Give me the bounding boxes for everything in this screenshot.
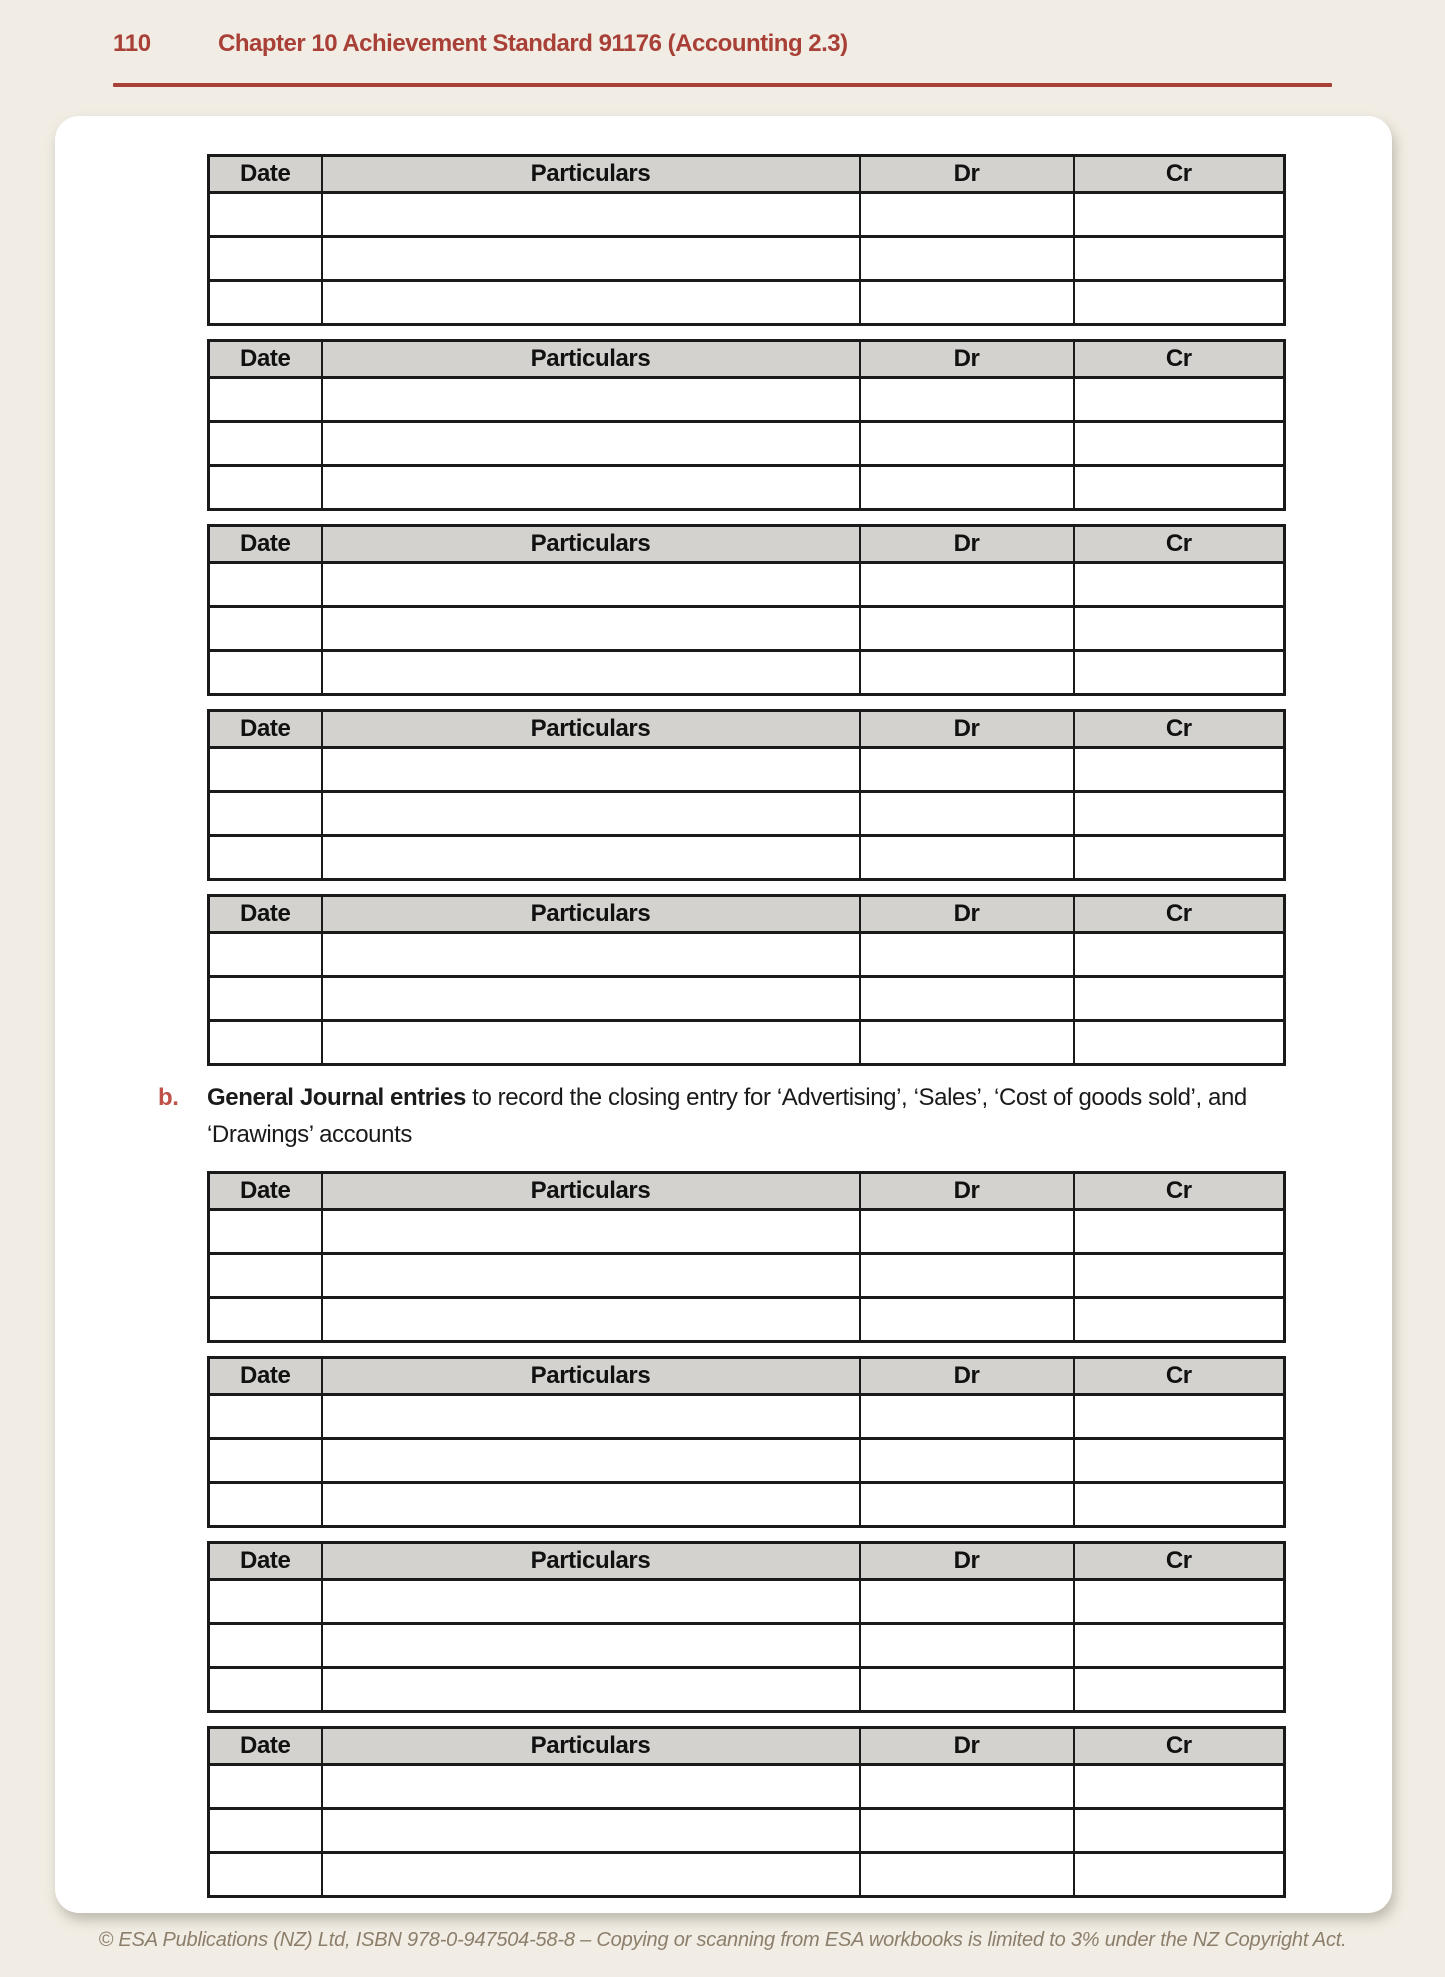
- journal-cell-empty: [860, 1439, 1074, 1483]
- journal-entry-row: [209, 748, 1285, 792]
- journal-entry-row: [209, 1765, 1285, 1809]
- journal-cell-empty: [209, 836, 322, 880]
- journal-cell-empty: [860, 836, 1074, 880]
- journal-entry-row: [209, 977, 1285, 1021]
- journal-entry-row: [209, 563, 1285, 607]
- journal-cell-empty: [1074, 378, 1285, 422]
- journal-cell-empty: [209, 933, 322, 977]
- column-header-dr: Dr: [860, 1543, 1074, 1580]
- journal-cell-empty: [1074, 607, 1285, 651]
- journal-entry-row: [209, 378, 1285, 422]
- journal-cell-empty: [322, 1765, 860, 1809]
- question-b-label: b.: [158, 1084, 179, 1111]
- journal-cell-empty: [322, 378, 860, 422]
- question-b: [158, 1079, 1392, 1153]
- column-header-date: Date: [209, 156, 322, 193]
- journal-entry-row: [209, 1809, 1285, 1853]
- column-header-dr: Dr: [860, 156, 1074, 193]
- journal-cell-empty: [209, 1021, 322, 1065]
- journal-cell-empty: [1074, 193, 1285, 237]
- journal-cell-empty: [860, 281, 1074, 325]
- chapter-title: Chapter 10 Achievement Standard 91176 (Accounting 2.3): [218, 30, 848, 57]
- journal-cell-empty: [1074, 748, 1285, 792]
- journal-cell-empty: [1074, 1254, 1285, 1298]
- column-header-particulars: Particulars: [322, 1543, 860, 1580]
- journal-entry-row: [209, 792, 1285, 836]
- journal-cell-empty: [209, 237, 322, 281]
- column-header-date: Date: [209, 1543, 322, 1580]
- journal-cell-empty: [322, 1624, 860, 1668]
- journal-cell-empty: [860, 651, 1074, 695]
- question-b-line1-rest: to record the closing entry for ‘Advertising’, ‘Sales’, ‘Cost of goods sold’, and: [465, 1084, 1247, 1111]
- journal-cell-empty: [860, 607, 1074, 651]
- journal-cell-empty: [860, 1580, 1074, 1624]
- journal-cell-empty: [322, 748, 860, 792]
- page-number: 110: [113, 30, 151, 57]
- journal-entry-row: [209, 607, 1285, 651]
- journal-cell-empty: [1074, 1809, 1285, 1853]
- journal-cell-empty: [209, 1483, 322, 1527]
- column-header-particulars: Particulars: [322, 341, 860, 378]
- journal-cell-empty: [860, 1853, 1074, 1897]
- column-header-particulars: Particulars: [322, 896, 860, 933]
- journal-cell-empty: [1074, 933, 1285, 977]
- journal-entry-row: [209, 1624, 1285, 1668]
- question-b-bold-lead: General Journal entries: [207, 1084, 466, 1111]
- general-journal-table: [207, 894, 1286, 1066]
- journal-entry-row: [209, 193, 1285, 237]
- column-header-cr: Cr: [1074, 711, 1285, 748]
- journal-cell-empty: [1074, 1765, 1285, 1809]
- column-header-cr: Cr: [1074, 1728, 1285, 1765]
- column-header-date: Date: [209, 1358, 322, 1395]
- journal-entry-row: [209, 281, 1285, 325]
- journal-cell-empty: [1074, 1624, 1285, 1668]
- column-header-date: Date: [209, 341, 322, 378]
- journal-cell-empty: [209, 1765, 322, 1809]
- journal-entry-row: [209, 1298, 1285, 1342]
- journal-cell-empty: [860, 1395, 1074, 1439]
- journal-cell-empty: [322, 1483, 860, 1527]
- journal-cell-empty: [322, 933, 860, 977]
- journal-cell-empty: [209, 1853, 322, 1897]
- journal-cell-empty: [1074, 1439, 1285, 1483]
- journal-entry-row: [209, 1254, 1285, 1298]
- journal-cell-empty: [322, 1298, 860, 1342]
- journal-cell-empty: [1074, 1298, 1285, 1342]
- general-journal-table: [207, 1356, 1286, 1528]
- journal-cell-empty: [209, 1624, 322, 1668]
- journal-entry-row: [209, 466, 1285, 510]
- column-header-cr: Cr: [1074, 526, 1285, 563]
- journal-cell-empty: [209, 651, 322, 695]
- journal-cell-empty: [209, 607, 322, 651]
- question-b-line1: [207, 1079, 1392, 1116]
- journal-cell-empty: [860, 748, 1074, 792]
- journal-cell-empty: [1074, 466, 1285, 510]
- journal-cell-empty: [1074, 1483, 1285, 1527]
- column-header-particulars: Particulars: [322, 1728, 860, 1765]
- journal-cell-empty: [1074, 563, 1285, 607]
- column-header-cr: Cr: [1074, 1173, 1285, 1210]
- journal-cell-empty: [1074, 1580, 1285, 1624]
- column-header-particulars: Particulars: [322, 526, 860, 563]
- column-header-cr: Cr: [1074, 896, 1285, 933]
- journal-cell-empty: [209, 1809, 322, 1853]
- section-a-tables: [207, 154, 1392, 1066]
- journal-cell-empty: [209, 1395, 322, 1439]
- journal-entry-row: [209, 1210, 1285, 1254]
- journal-cell-empty: [860, 1483, 1074, 1527]
- journal-cell-empty: [860, 237, 1074, 281]
- journal-cell-empty: [322, 422, 860, 466]
- general-journal-table: [207, 1171, 1286, 1343]
- column-header-dr: Dr: [860, 1358, 1074, 1395]
- journal-cell-empty: [1074, 651, 1285, 695]
- journal-cell-empty: [860, 792, 1074, 836]
- journal-cell-empty: [209, 748, 322, 792]
- column-header-date: Date: [209, 526, 322, 563]
- journal-header-row: [209, 1358, 1285, 1395]
- content-card: [55, 116, 1392, 1913]
- journal-entry-row: [209, 1439, 1285, 1483]
- column-header-particulars: Particulars: [322, 1173, 860, 1210]
- journal-entry-row: [209, 1668, 1285, 1712]
- column-header-cr: Cr: [1074, 1358, 1285, 1395]
- journal-cell-empty: [322, 607, 860, 651]
- journal-cell-empty: [860, 977, 1074, 1021]
- journal-header-row: [209, 341, 1285, 378]
- journal-cell-empty: [322, 1668, 860, 1712]
- journal-cell-empty: [209, 1210, 322, 1254]
- journal-cell-empty: [1074, 1210, 1285, 1254]
- journal-header-row: [209, 1728, 1285, 1765]
- general-journal-table: [207, 154, 1286, 326]
- header-rule-divider: [113, 83, 1332, 87]
- journal-cell-empty: [209, 281, 322, 325]
- journal-cell-empty: [860, 1298, 1074, 1342]
- journal-cell-empty: [1074, 1853, 1285, 1897]
- column-header-cr: Cr: [1074, 156, 1285, 193]
- column-header-dr: Dr: [860, 1173, 1074, 1210]
- journal-cell-empty: [1074, 1668, 1285, 1712]
- journal-cell-empty: [860, 1021, 1074, 1065]
- journal-cell-empty: [860, 378, 1074, 422]
- journal-cell-empty: [209, 1298, 322, 1342]
- general-journal-table: [207, 709, 1286, 881]
- journal-cell-empty: [860, 422, 1074, 466]
- journal-cell-empty: [209, 1254, 322, 1298]
- journal-cell-empty: [1074, 1021, 1285, 1065]
- question-b-text: [207, 1079, 1392, 1153]
- column-header-dr: Dr: [860, 896, 1074, 933]
- journal-entry-row: [209, 836, 1285, 880]
- column-header-cr: Cr: [1074, 1543, 1285, 1580]
- journal-cell-empty: [322, 563, 860, 607]
- column-header-date: Date: [209, 1728, 322, 1765]
- journal-cell-empty: [1074, 1395, 1285, 1439]
- journal-cell-empty: [1074, 422, 1285, 466]
- column-header-dr: Dr: [860, 526, 1074, 563]
- journal-cell-empty: [209, 378, 322, 422]
- journal-cell-empty: [322, 1210, 860, 1254]
- journal-cell-empty: [860, 1765, 1074, 1809]
- journal-cell-empty: [322, 1580, 860, 1624]
- journal-cell-empty: [322, 977, 860, 1021]
- general-journal-table: [207, 339, 1286, 511]
- section-b-tables: [207, 1171, 1392, 1898]
- journal-cell-empty: [1074, 281, 1285, 325]
- journal-cell-empty: [322, 651, 860, 695]
- journal-cell-empty: [322, 1021, 860, 1065]
- journal-cell-empty: [1074, 792, 1285, 836]
- column-header-date: Date: [209, 896, 322, 933]
- journal-entry-row: [209, 1021, 1285, 1065]
- journal-cell-empty: [322, 1809, 860, 1853]
- journal-cell-empty: [209, 563, 322, 607]
- journal-cell-empty: [322, 281, 860, 325]
- journal-cell-empty: [860, 193, 1074, 237]
- journal-cell-empty: [1074, 977, 1285, 1021]
- footer-copyright: © ESA Publications (NZ) Ltd, ISBN 978-0-947504-58-8 – Copying or scanning from ESA workbooks is limited to 3% under the NZ Copyright Act.: [98, 1929, 1347, 1951]
- journal-cell-empty: [860, 1210, 1074, 1254]
- journal-entry-row: [209, 1483, 1285, 1527]
- journal-cell-empty: [209, 792, 322, 836]
- journal-entry-row: [209, 651, 1285, 695]
- column-header-particulars: Particulars: [322, 156, 860, 193]
- journal-cell-empty: [860, 933, 1074, 977]
- journal-header-row: [209, 1173, 1285, 1210]
- journal-cell-empty: [322, 466, 860, 510]
- column-header-dr: Dr: [860, 341, 1074, 378]
- journal-cell-empty: [1074, 836, 1285, 880]
- journal-cell-empty: [860, 1809, 1074, 1853]
- journal-cell-empty: [209, 977, 322, 1021]
- journal-cell-empty: [209, 1668, 322, 1712]
- journal-cell-empty: [209, 422, 322, 466]
- general-journal-table: [207, 1726, 1286, 1898]
- journal-entry-row: [209, 237, 1285, 281]
- journal-header-row: [209, 1543, 1285, 1580]
- column-header-dr: Dr: [860, 711, 1074, 748]
- journal-cell-empty: [322, 1395, 860, 1439]
- journal-cell-empty: [322, 193, 860, 237]
- column-header-particulars: Particulars: [322, 1358, 860, 1395]
- journal-cell-empty: [860, 1624, 1074, 1668]
- question-b-line2: ‘Drawings’ accounts: [207, 1121, 412, 1148]
- general-journal-table: [207, 1541, 1286, 1713]
- journal-cell-empty: [860, 563, 1074, 607]
- general-journal-table: [207, 524, 1286, 696]
- journal-cell-empty: [322, 237, 860, 281]
- column-header-date: Date: [209, 711, 322, 748]
- journal-cell-empty: [860, 1254, 1074, 1298]
- column-header-particulars: Particulars: [322, 711, 860, 748]
- journal-cell-empty: [322, 1853, 860, 1897]
- journal-header-row: [209, 526, 1285, 563]
- journal-header-row: [209, 896, 1285, 933]
- journal-entry-row: [209, 1853, 1285, 1897]
- journal-cell-empty: [322, 1254, 860, 1298]
- journal-cell-empty: [322, 1439, 860, 1483]
- journal-header-row: [209, 156, 1285, 193]
- journal-cell-empty: [860, 466, 1074, 510]
- journal-cell-empty: [209, 193, 322, 237]
- journal-cell-empty: [322, 836, 860, 880]
- journal-cell-empty: [209, 466, 322, 510]
- column-header-date: Date: [209, 1173, 322, 1210]
- column-header-dr: Dr: [860, 1728, 1074, 1765]
- column-header-cr: Cr: [1074, 341, 1285, 378]
- journal-cell-empty: [209, 1580, 322, 1624]
- journal-entry-row: [209, 1395, 1285, 1439]
- journal-header-row: [209, 711, 1285, 748]
- journal-cell-empty: [322, 792, 860, 836]
- journal-entry-row: [209, 422, 1285, 466]
- journal-cell-empty: [209, 1439, 322, 1483]
- journal-entry-row: [209, 1580, 1285, 1624]
- journal-entry-row: [209, 933, 1285, 977]
- journal-cell-empty: [860, 1668, 1074, 1712]
- journal-cell-empty: [1074, 237, 1285, 281]
